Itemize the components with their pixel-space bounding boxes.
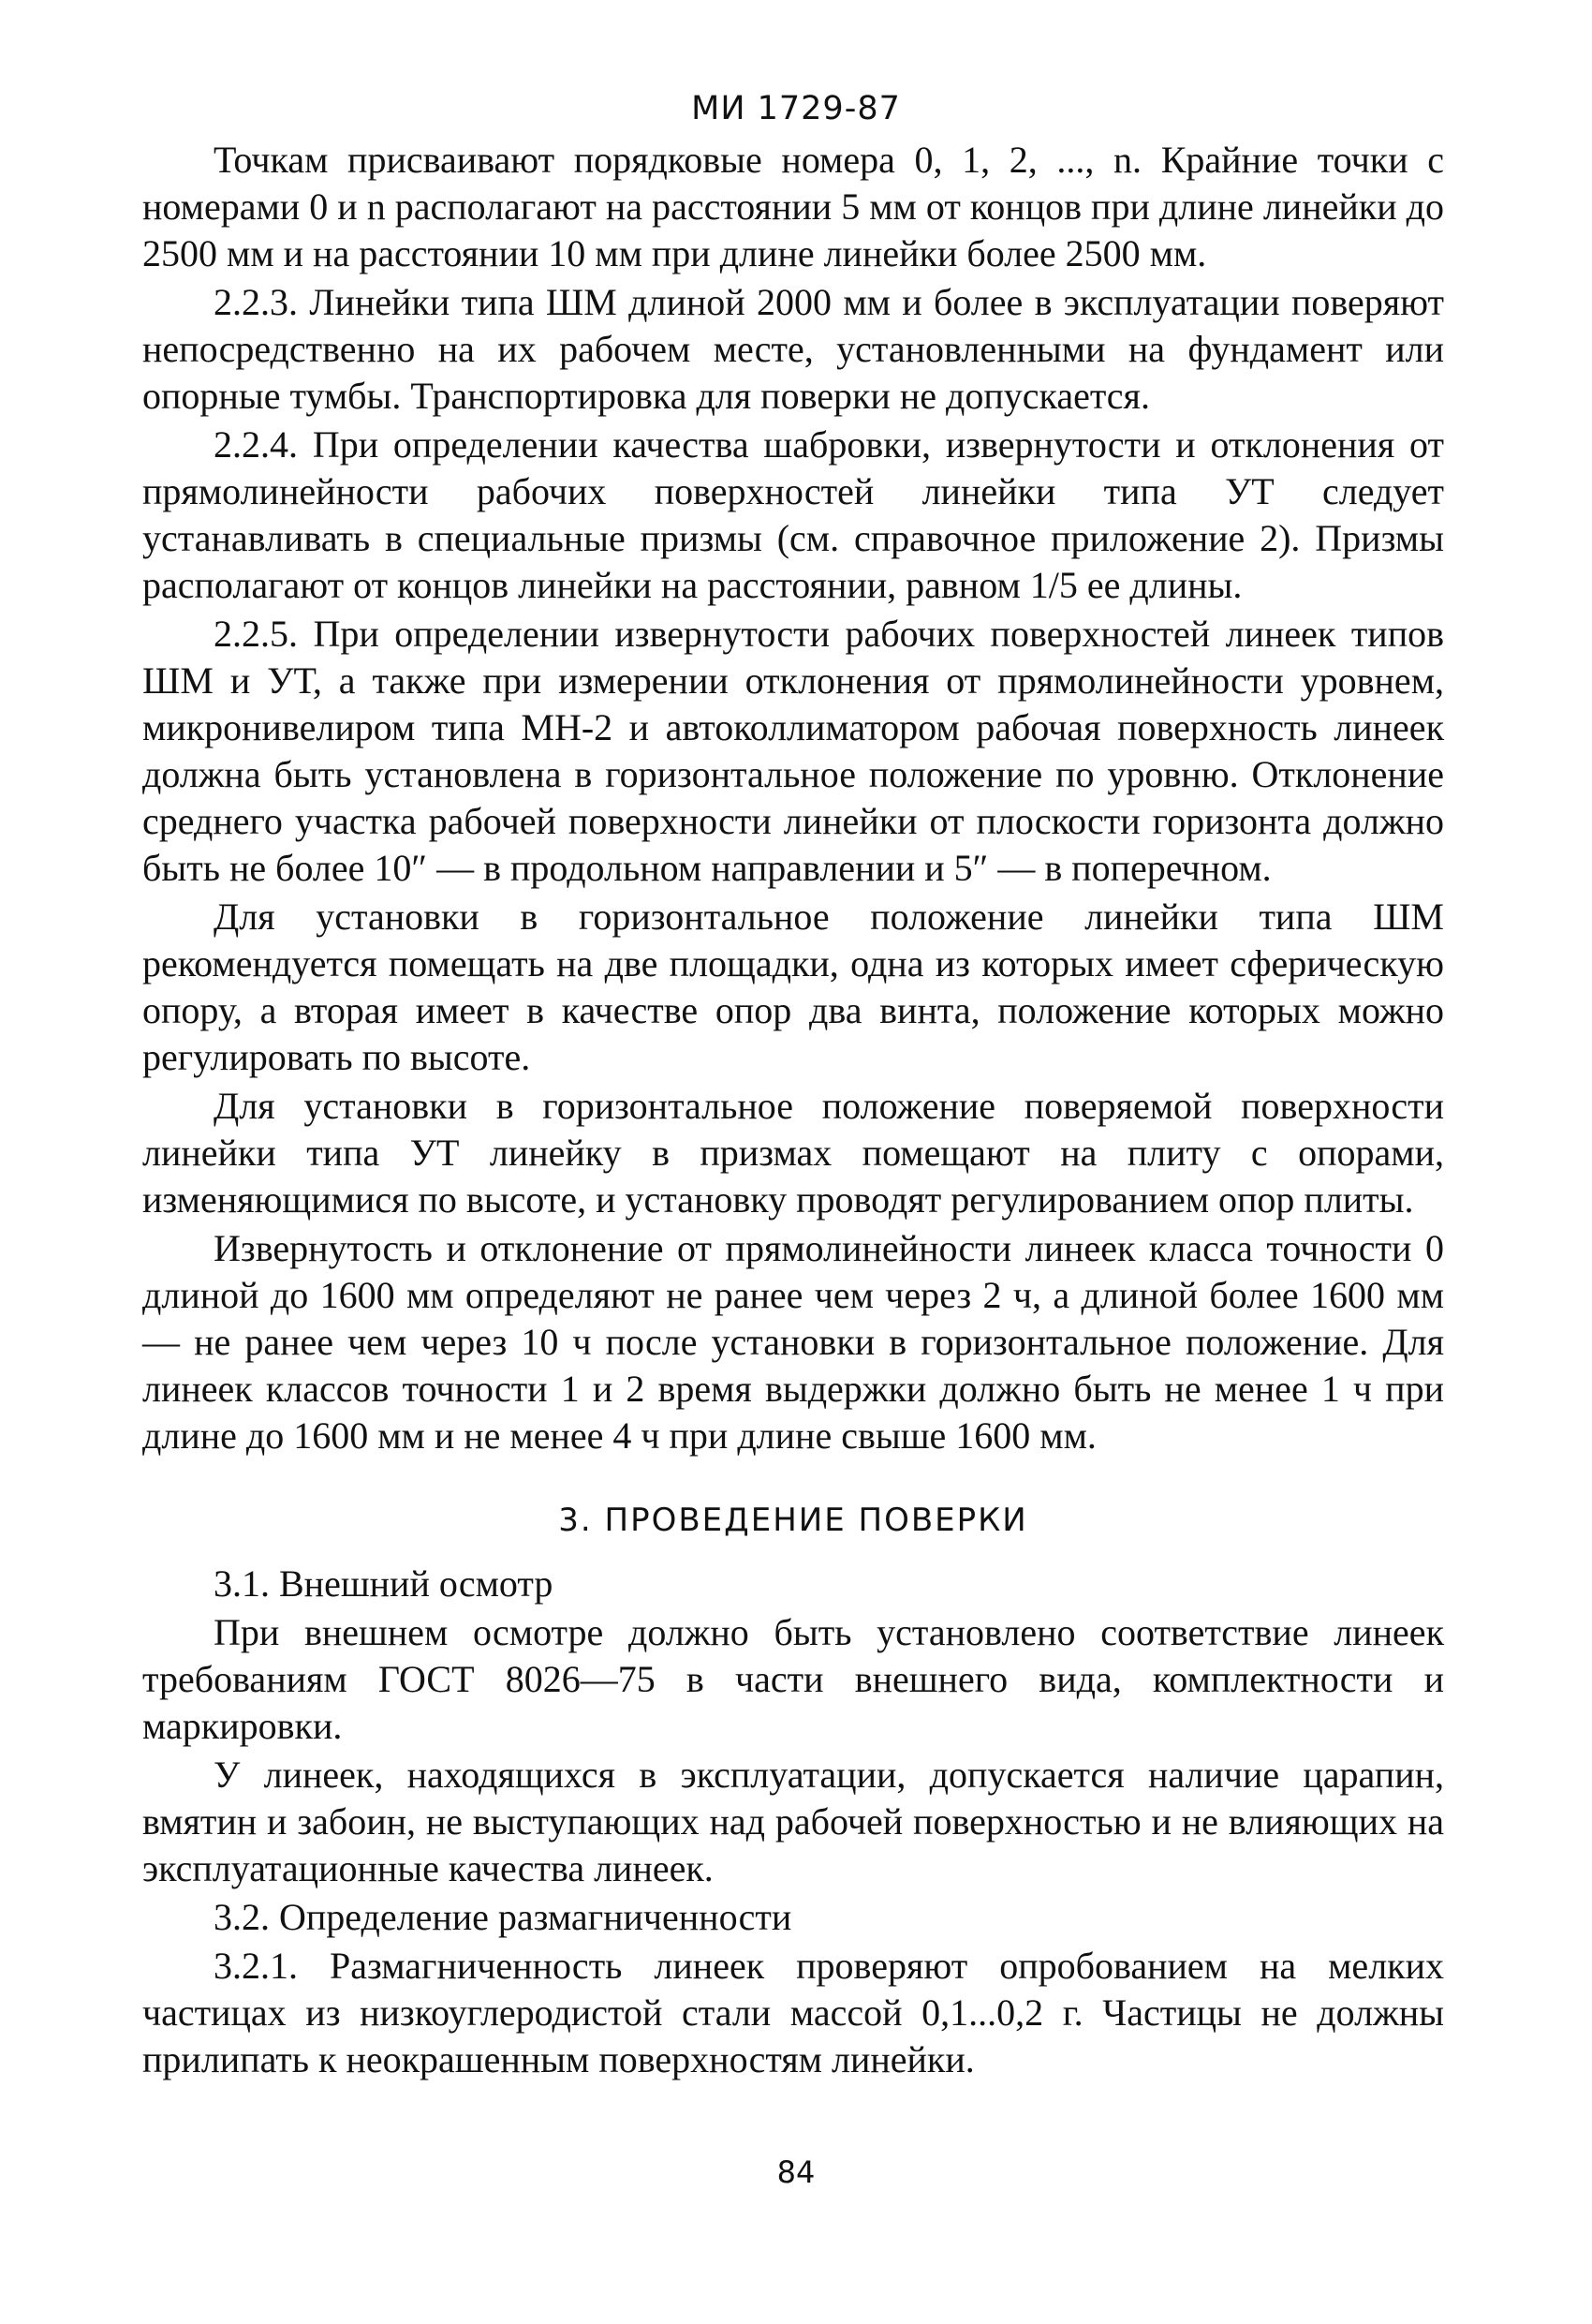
page-number: 84: [776, 2154, 816, 2190]
paragraph-2-2-3: 2.2.3. Линейки типа ШМ длиной 2000 мм и более в эксплуатации поверяют непосредственно на их рабочем месте, установленными на фундамент или опорные тумбы. Транспортировка для поверки не допускается.: [142, 281, 1444, 417]
paragraph-ut-installation: Для установки в горизонтальное положение поверяемой поверхности линейки типа УТ линейку в призмах помещают на плиту с опорами, изменяющимися по высоте, и установку проводят регулированием опор плиты.: [142, 1085, 1444, 1221]
paragraph-2-2-4: 2.2.4. При определении качества шабровки, извернутости и отклонения от прямолинейности рабочих поверхностей линейки типа УТ следует устанавливать в специальные призмы (см. справочное приложение 2). Призмы располагают от концов линейки на расстоянии, равном 1/5 ее длины.: [142, 423, 1444, 606]
paragraph-holding-time: Извернутость и отклонение от прямолинейности линеек класса точности 0 длиной до 1600 мм определяют не ранее чем через 2 ч, а длиной более 1600 мм — не ранее чем через 10 ч после установки в горизонтальное положение. Для линеек классов точности 1 и 2 время выдержки должно быть не менее 1 ч при длине до 1600 мм и не менее 4 ч при длине свыше 1600 мм.: [142, 1227, 1444, 1457]
paragraph-external-inspection: При внешнем осмотре должно быть установлено соответствие линеек требованиям ГОСТ 8026—75 в части внешнего вида, комплектности и маркировки.: [142, 1611, 1444, 1747]
document-header: МИ 1729-87: [691, 90, 901, 127]
paragraph-points-numbering: Точкам присваивают порядковые номера 0, 1, 2, ..., n. Крайние точки с номерами 0 и n располагают на расстоянии 5 мм от концов при длине линейки до 2500 мм и на расстоянии 10 мм при длине линейки более 2500 мм.: [142, 139, 1444, 274]
subsection-3-1-title: 3.1. Внешний осмотр: [214, 1562, 553, 1605]
paragraph-scratches: У линеек, находящихся в эксплуатации, допускается наличие царапин, вмятин и забоин, не выступающих над рабочей поверхностью и не влияющих на эксплуатационные качества линеек.: [142, 1754, 1444, 1889]
section-3-title: 3. ПРОВЕДЕНИЕ ПОВЕРКИ: [558, 1502, 1028, 1539]
paragraph-shm-installation: Для установки в горизонтальное положение линейки типа ШМ рекомендуется помещать на две площадки, одна из которых имеет сферическую опору, а вторая имеет в качестве опор два винта, положение которых можно регулировать по высоте.: [142, 896, 1444, 1078]
document-body: [142, 137, 1444, 2085]
paragraph-2-2-5: 2.2.5. При определении извернутости рабочих поверхностей линеек типов ШМ и УТ, а также при измерении отклонения от прямолинейности уровнем, микронивелиром типа МН-2 и автоколлиматором рабочая поверхность линеек должна быть установлена в горизонтальное положение по уровню. Отклонение среднего участка рабочей поверхности линейки от плоскости горизонта должно быть не более 10″ — в продольном направлении и 5″ — в поперечном.: [142, 613, 1444, 889]
subsection-3-2-title: 3.2. Определение размагниченности: [214, 1896, 792, 1938]
paragraph-3-2-1: 3.2.1. Размагниченность линеек проверяют опробованием на мелких частицах из низкоуглеродистой стали массой 0,1...0,2 г. Частицы не должны прилипать к неокрашенным поверхностям линейки.: [142, 1945, 1444, 2080]
